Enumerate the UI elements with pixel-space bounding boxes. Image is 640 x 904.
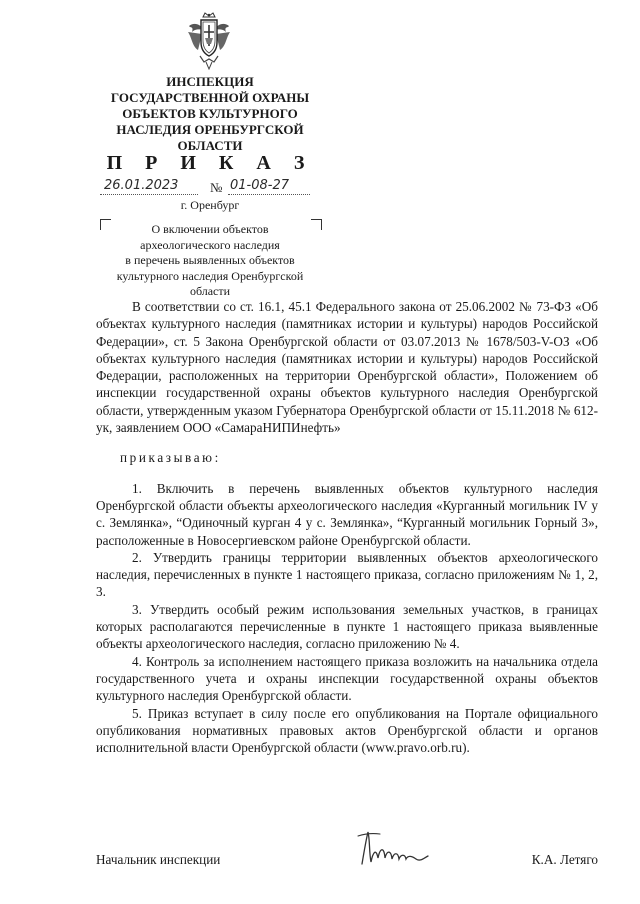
org-line: ОБЪЕКТОВ КУЛЬТУРНОГО [122,106,298,121]
date-underline [100,194,198,195]
handwritten-number: 01-08-27 [230,178,290,193]
subject-line: археологического наследия [140,237,280,252]
order-item: 2. Утвердить границы территории выявленных объектов археологического наследия, перечисленных в пункте 1 настоящего приказа, согласно приложениям № 1, 2, 3. [96,549,598,600]
org-line: ГОСУДАРСТВЕННОЙ ОХРАНЫ [110,90,310,105]
order-item: 5. Приказ вступает в силу после его опубликования на Портале официального опубликования нормативных правовых актов Оренбургской области и органов исполнительной власти Оренбургской области (www.pravo.orb.ru). [96,705,598,756]
order-item: 3. Утвердить особый режим использования земельных участков, в границах которых располагаются перечисленные в пункте 1 настоящего приказа выявленные объекты археологического наследия, согласно приложению № 4. [96,601,598,652]
decree-word: приказываю: [120,450,221,466]
subject-line: О включении объектов [151,222,269,236]
org-line: НАСЛЕДИЯ ОРЕНБУРГСКОЙ [116,122,304,137]
order-body [96,298,598,756]
date-number-line [100,178,320,198]
coat-of-arms-icon [186,12,232,70]
org-line: ИНСПЕКЦИЯ [166,74,254,89]
order-item: 4. Контроль за исполнением настоящего приказа возложить на начальника отдела государственного учета и охраны инспекции государственной охраны объектов культурного наследия Оренбургской области. [96,653,598,704]
subject-block [105,222,315,300]
number-sign: № [210,180,223,195]
signatory-name: К.А. Летяго [531,852,598,867]
signature-block [96,852,598,872]
order-item: 1. Включить в перечень выявленных объектов культурного наследия Оренбургской области объекты археологического наследия «Курганный могильник IV у с. Землянка», “Одиночный курган 4 у с. Землянка», “Курганный могильник Горный 3», расположенные в Новосергиевском районе Оренбургской области. [96,480,598,548]
org-line: ОБЛАСТИ [177,138,243,153]
handwritten-date: 26.01.2023 [104,178,179,193]
subject-line: в перечень выявленных объектов [125,253,295,267]
signatory-role: Начальник инспекции [96,852,221,867]
subject-line: области [189,284,231,298]
document-type-title: П Р И К А З [106,152,314,174]
subject-line: культурного наследия Оренбургской [116,268,304,283]
preamble-paragraph: В соответствии со ст. 16.1, 45.1 Федерального закона от 25.06.2002 № 73-ФЗ «Об объектах культурного наследия (памятниках истории и культуры) народов Российской Федерации», ст. 5 Закона Оренбургской области от 03.07.2013 № 1678/503-V-ОЗ «Об объектах культурного наследия (памятниках истории и культуры) народов Российской Федерации, расположенных на территории Оренбургской области», Положением об инспекции государственной охраны объектов культурного наследия Оренбургской области, утвержденным указом Губернатора Оренбургской области от 15.11.2018 № 612-ук, заявлением ООО «СамараНИПИнефть» [96,299,598,436]
issuing-organization [60,74,360,154]
city: г. Оренбург [180,198,240,212]
number-underline [228,194,310,195]
